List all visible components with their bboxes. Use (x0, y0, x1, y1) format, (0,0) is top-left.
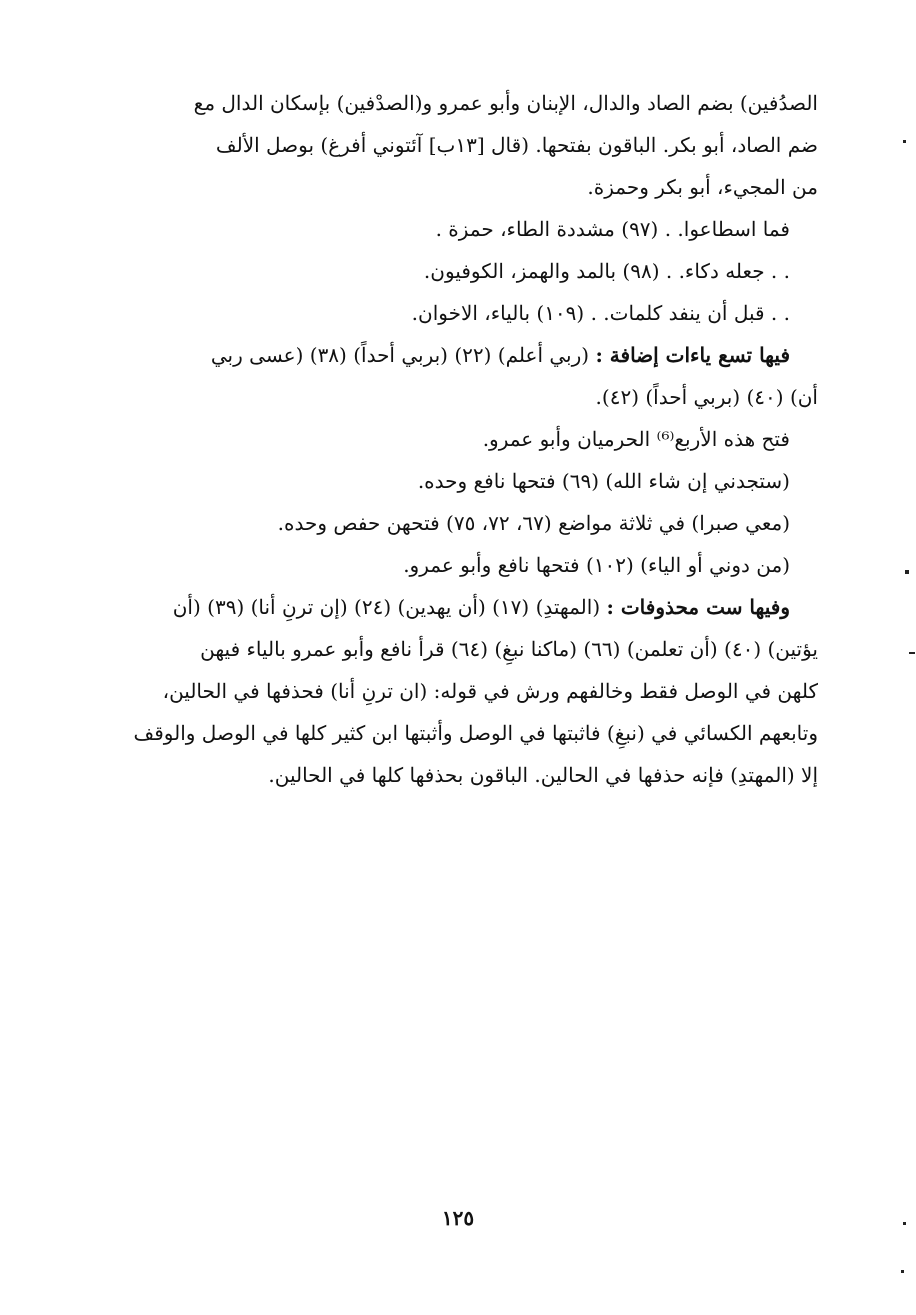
text-line: (من دوني أو الياء) (١٠٢) فتحها نافع وأبو عمرو. (403, 553, 790, 577)
text-line: ضم الصاد، أبو بكر. الباقون بفتحها. (قال [١٣ب] آئتوني أفرغ) بوصل الألف (215, 133, 818, 157)
scan-speck (909, 652, 915, 654)
text-line: يؤتين) (٤٠) (أن تعلمن) (٦٦) (ماكنا نبغِ) (٦٤) قرأ نافع وأبو عمرو بالياء فيهن (200, 637, 818, 661)
reading-line: فما اسطاعوا. . (٩٧) مشددة الطاء، حمزة . (435, 217, 790, 241)
text-line: فتح هذه الأربع⁽⁶⁾ الحرميان وأبو عمرو. (482, 427, 790, 451)
scan-speck (901, 1270, 904, 1273)
scan-speck (905, 570, 909, 574)
idafa-line-rest: (ربي أعلم) (٢٢) (بربي أحداً) (٣٨) (عسى ربي (210, 343, 596, 367)
mahdhufat-heading: وفيها ست محذوفات : (606, 595, 790, 619)
text-line: من المجيء، أبو بكر وحمزة. (587, 175, 818, 199)
text-line: (معي صبرا) في ثلاثة مواضع (٦٧، ٧٢، ٧٥) فتحهن حفص وحده. (277, 511, 790, 535)
scan-speck (903, 1222, 906, 1225)
idafa-heading: فيها تسع ياءات إضافة : (595, 343, 790, 367)
text-body (118, 82, 818, 796)
text-line: كلهن في الوصل فقط وخالفهم ورش في قوله: (ان ترنِ أنا) فحذفها في الحالين، (162, 679, 818, 703)
reading-line: . . جعله دكاء. . (٩٨) بالمد والهمز، الكوفيون. (423, 259, 790, 283)
idafa-heading-line (118, 334, 818, 376)
text-line: أن) (٤٠) (بربي أحداً) (٤٢). (595, 385, 818, 409)
mahdhufat-line-rest: (المهتدِ) (١٧) (أن يهدين) (٢٤) (إن ترنِ أنا) (٣٩) (أن (172, 595, 607, 619)
scan-speck (903, 140, 906, 143)
mahdhufat-heading-line (118, 586, 818, 628)
page-number: ١٢٥ (441, 1206, 475, 1230)
text-line: وتابعهم الكسائي في (نبغِ) فاثبتها في الوصل وأثبتها ابن كثير كلها في الوصل والوقف (133, 721, 818, 745)
text-line: إلا (المهتدِ) فإنه حذفها في الحالين. الباقون بحذفها كلها في الحالين. (268, 763, 818, 787)
text-line: (ستجدني إن شاء الله) (٦٩) فتحها نافع وحده. (417, 469, 790, 493)
text-line: الصدُفين) بضم الصاد والدال، الإبنان وأبو عمرو و(الصدْفين) بإسكان الدال مع (193, 91, 818, 115)
reading-line: . . قبل أن ينفد كلمات. . (١٠٩) بالياء، الاخوان. (411, 301, 790, 325)
